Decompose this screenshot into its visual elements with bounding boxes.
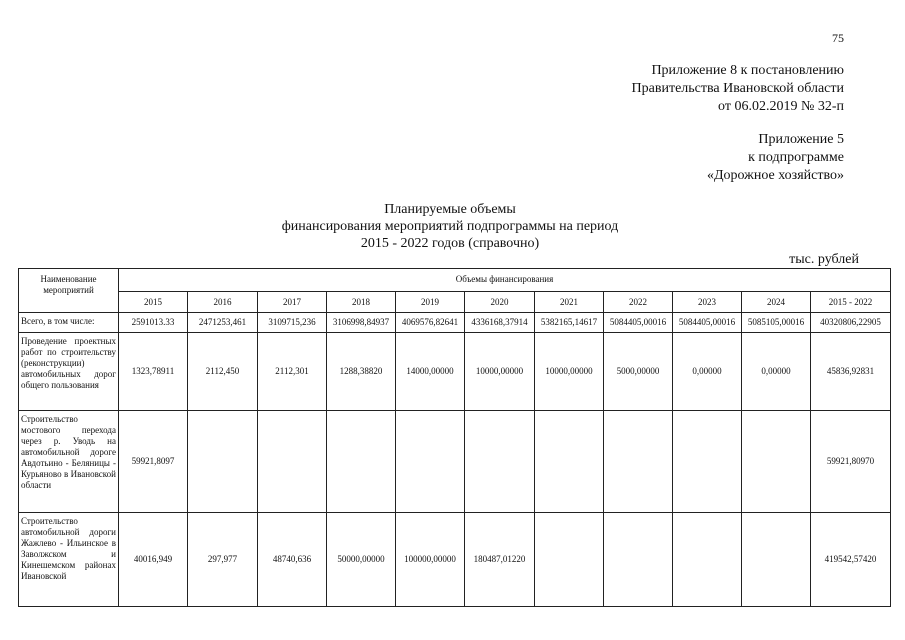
year-header: 2016 <box>188 292 258 313</box>
row-name: Строительство мостового перехода через р. Уводь на автомобильной дороге Авдотьино - Беляницы - Курьяново в Ивановской области <box>19 411 119 513</box>
annex-sub-line-3: «Дорожное хозяйство» <box>706 168 844 183</box>
value-cell: 1323,78911 <box>119 333 188 411</box>
value-cell: 4069576,82641 <box>396 313 465 333</box>
table-header-row <box>19 269 891 292</box>
units-label: тыс. рублей <box>789 252 859 267</box>
value-cell: 2112,301 <box>258 333 327 411</box>
value-cell: 59921,8097 <box>119 411 188 513</box>
annex-main-line-2: Правительства Ивановской области <box>631 81 844 96</box>
year-header: 2021 <box>535 292 604 313</box>
value-cell: 1288,38820 <box>327 333 396 411</box>
annex-resolution-reference <box>632 62 844 116</box>
value-cell: 2112,450 <box>188 333 258 411</box>
value-cell <box>742 513 811 607</box>
title-line-2: финансирования мероприятий подпрограммы на период <box>281 219 619 234</box>
annex-main-line-3: от 06.02.2019 № 32-п <box>718 99 844 114</box>
year-header: 2019 <box>396 292 465 313</box>
column-header-financing: Объемы финансирования <box>119 269 891 292</box>
value-cell-total: 45836,92831 <box>811 333 891 411</box>
table-row-total <box>19 313 891 333</box>
value-cell: 0,00000 <box>742 333 811 411</box>
value-cell <box>258 411 327 513</box>
annex-sub-line-1: Приложение 5 <box>758 132 844 147</box>
value-cell: 5000,00000 <box>604 333 673 411</box>
value-cell: 180487,01220 <box>465 513 535 607</box>
value-cell: 3106998,84937 <box>327 313 396 333</box>
value-cell: 2591013.33 <box>119 313 188 333</box>
value-cell: 2471253,461 <box>188 313 258 333</box>
financing-table <box>18 268 891 607</box>
row-name: Проведение проектных работ по строительству (реконструкции) автомобильных дорог общего пользования <box>19 333 119 411</box>
year-header: 2024 <box>742 292 811 313</box>
value-cell <box>327 411 396 513</box>
document-title <box>100 201 800 252</box>
table-years-row <box>19 292 891 313</box>
value-cell: 297,977 <box>188 513 258 607</box>
year-header: 2023 <box>673 292 742 313</box>
column-header-name: Наименование мероприятий <box>19 269 119 313</box>
row-name: Всего, в том числе: <box>19 313 119 333</box>
value-cell: 3109715,236 <box>258 313 327 333</box>
value-cell: 10000,00000 <box>465 333 535 411</box>
value-cell-total: 419542,57420 <box>811 513 891 607</box>
value-cell: 5084405,00016 <box>673 313 742 333</box>
value-cell <box>535 513 604 607</box>
year-header: 2018 <box>327 292 396 313</box>
page-number: 75 <box>832 31 844 45</box>
value-cell: 0,00000 <box>673 333 742 411</box>
value-cell: 5084405,00016 <box>604 313 673 333</box>
value-cell <box>604 411 673 513</box>
value-cell: 5382165,14617 <box>535 313 604 333</box>
value-cell: 100000,00000 <box>396 513 465 607</box>
annex-subprogram-reference <box>707 131 844 185</box>
value-cell: 4336168,37914 <box>465 313 535 333</box>
year-header: 2015 <box>119 292 188 313</box>
value-cell <box>465 411 535 513</box>
value-cell <box>742 411 811 513</box>
value-cell: 10000,00000 <box>535 333 604 411</box>
value-cell: 40016,949 <box>119 513 188 607</box>
value-cell <box>673 513 742 607</box>
year-header: 2020 <box>465 292 535 313</box>
year-header: 2017 <box>258 292 327 313</box>
year-header: 2015 - 2022 <box>811 292 891 313</box>
row-name: Строительство автомобильной дороги Жажлево - Ильинское в Заволжском и Кинешемском районах Ивановской <box>19 513 119 607</box>
value-cell: 50000,00000 <box>327 513 396 607</box>
value-cell-total: 40320806,22905 <box>811 313 891 333</box>
table-row <box>19 513 891 607</box>
value-cell <box>604 513 673 607</box>
title-line-1: Планируемые объемы <box>384 202 516 217</box>
value-cell <box>396 411 465 513</box>
value-cell <box>535 411 604 513</box>
table-row <box>19 333 891 411</box>
year-header: 2022 <box>604 292 673 313</box>
table-row <box>19 411 891 513</box>
value-cell-total: 59921,80970 <box>811 411 891 513</box>
value-cell <box>673 411 742 513</box>
value-cell: 48740,636 <box>258 513 327 607</box>
annex-main-line-1: Приложение 8 к постановлению <box>651 63 844 78</box>
annex-sub-line-2: к подпрограмме <box>748 150 844 165</box>
value-cell <box>188 411 258 513</box>
value-cell: 14000,00000 <box>396 333 465 411</box>
value-cell: 5085105,00016 <box>742 313 811 333</box>
title-line-3: 2015 - 2022 годов (справочно) <box>360 236 540 251</box>
